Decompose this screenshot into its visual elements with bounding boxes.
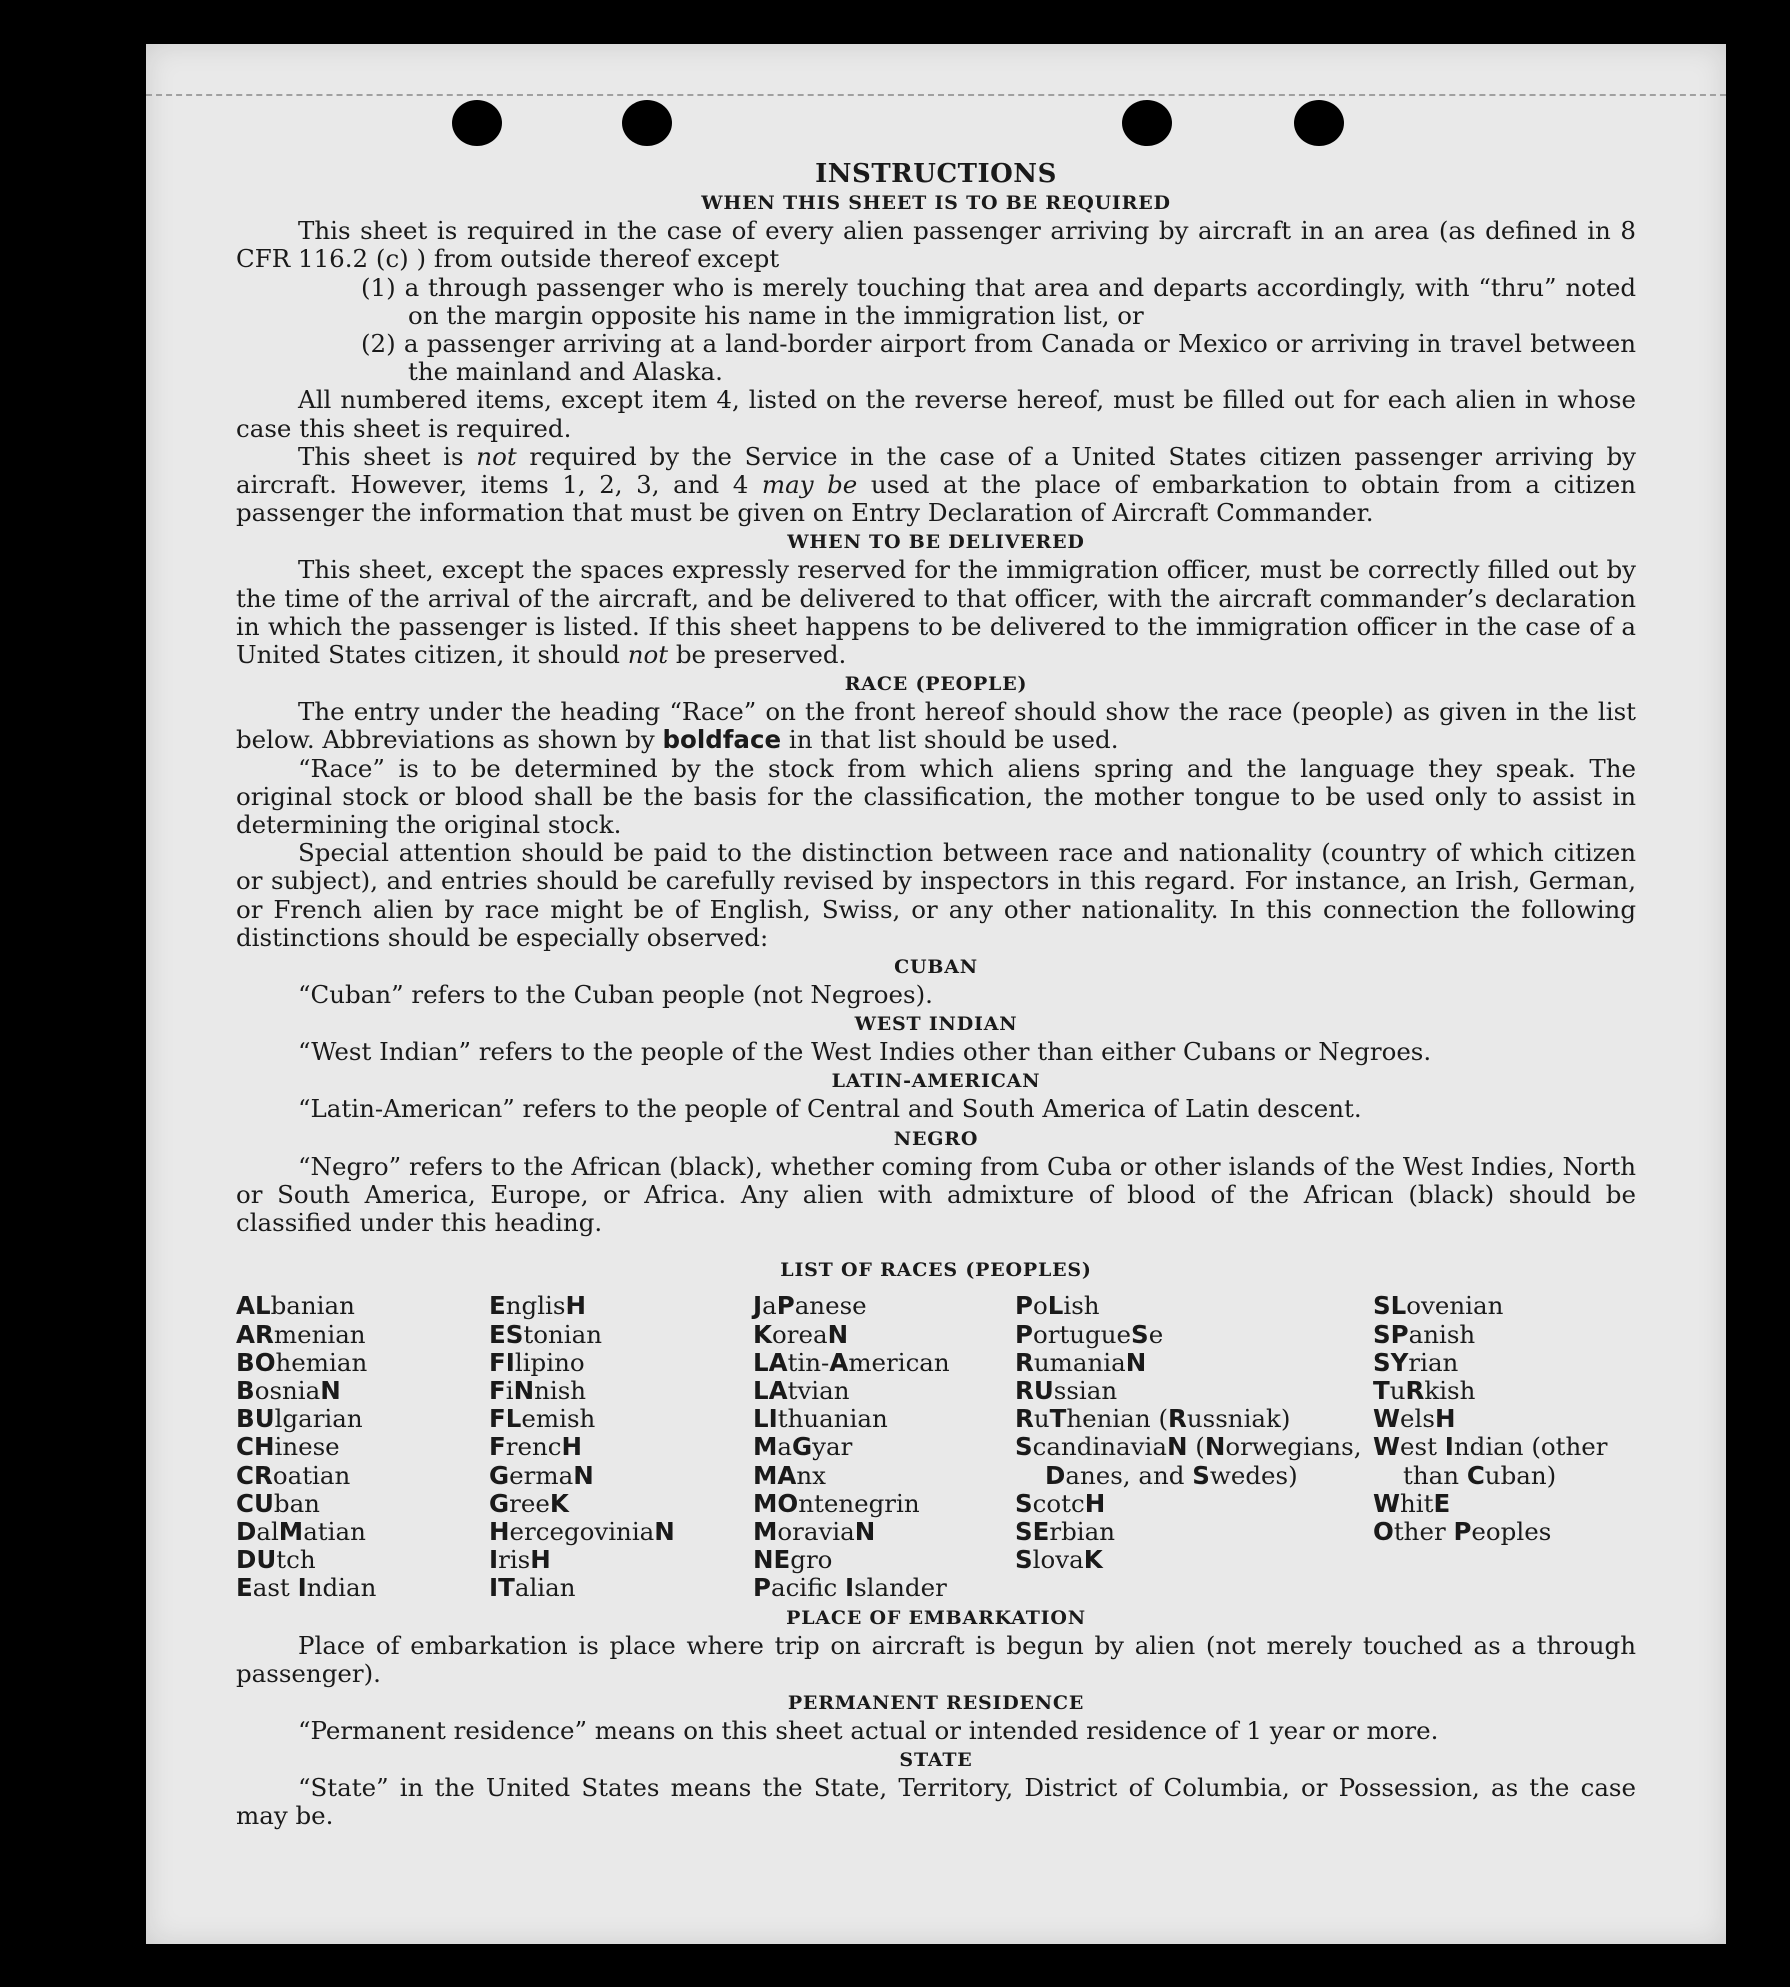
paragraph: The entry under the heading “Race” on the front hereof should show the race (people) as given in the list below. Abbreviations as shown by boldface in that list should be used.	[236, 697, 1636, 755]
race-entry: JaPanese	[753, 1291, 867, 1321]
race-entry: GermaN	[489, 1460, 594, 1490]
race-entry: FiNnish	[489, 1375, 587, 1405]
race-entry: MaGyar	[753, 1432, 853, 1462]
perforation-line	[146, 94, 1726, 96]
race-entry: LAtvian	[753, 1375, 850, 1405]
instructions-body	[236, 160, 1636, 1831]
race-entry: MAnx	[753, 1460, 826, 1490]
race-entry: DUtch	[236, 1545, 316, 1575]
paragraph: “West Indian” refers to the people of the West Indies other than either Cubans or Negroes.	[298, 1037, 1432, 1067]
list-item: (1) a through passenger who is merely touching that area and departs accordingly, with “thru” noted on the margin opposite his name in the immigration list, or	[361, 272, 1636, 330]
section-title-latin-american: LATIN-AMERICAN	[831, 1070, 1041, 1093]
race-entry: RumaniaN	[1015, 1347, 1147, 1377]
race-entry: GreeK	[489, 1488, 569, 1518]
race-entry: ALbanian	[236, 1291, 355, 1321]
race-entry: LIthuanian	[753, 1404, 888, 1434]
race-entry: FrencH	[489, 1432, 582, 1462]
race-entry: ScandinaviaN (Norwegians, Danes, and Swedes)	[1015, 1432, 1362, 1490]
race-entry: TuRkish	[1373, 1375, 1476, 1405]
race-entry: EStonian	[489, 1319, 603, 1349]
race-entry: BOhemian	[236, 1347, 368, 1377]
race-entry: WelsH	[1373, 1404, 1456, 1434]
section-title-embarkation: PLACE OF EMBARKATION	[786, 1606, 1086, 1629]
race-entry: MOntenegrin	[753, 1488, 920, 1518]
race-entry: KoreaN	[753, 1319, 849, 1349]
paragraph: “Permanent residence” means on this sheet actual or intended residence of 1 year or more.	[298, 1715, 1439, 1745]
race-entry: RuThenian (Russniak)	[1015, 1404, 1291, 1434]
paragraph: “Latin-American” refers to the people of Central and South America of Latin descent.	[298, 1094, 1362, 1124]
race-entry: MoraviaN	[753, 1516, 876, 1546]
race-entry: Other Peoples	[1373, 1516, 1552, 1546]
paragraph: “Negro” refers to the African (black), whether coming from Cuba or other islands of the West Indies, North or South America, Europe, or Africa. Any alien with admixture of blood of the African (black) should be classified under this heading.	[236, 1151, 1636, 1238]
race-entry: HercegoviniaN	[489, 1516, 675, 1546]
document-page	[146, 44, 1726, 1944]
section-title-state: STATE	[899, 1749, 973, 1772]
paragraph: Place of embarkation is place where trip on aircraft is begun by alien (not merely touched as a through passenger).	[236, 1630, 1636, 1688]
paragraph: “Race” is to be determined by the stock from which aliens spring and the language they speak. The original stock or blood shall be the basis for the classification, the mother tongue to be used only to assist in determining the original stock.	[236, 753, 1636, 840]
section-title-west-indian: WEST INDIAN	[854, 1013, 1018, 1036]
race-entry: West Indian (other than Cuban)	[1373, 1432, 1608, 1490]
section-title-list-of-races: LIST OF RACES (PEOPLES)	[780, 1259, 1092, 1282]
race-entry: RUssian	[1015, 1375, 1118, 1405]
race-entry: East Indian	[236, 1573, 377, 1603]
race-entry: NEgro	[753, 1545, 833, 1575]
race-entry: BosniaN	[236, 1375, 341, 1405]
race-entry: FLemish	[489, 1404, 596, 1434]
section-title-residence: PERMANENT RESIDENCE	[787, 1691, 1085, 1714]
race-column	[1015, 1292, 1373, 1602]
section-title-when-delivered: WHEN TO BE DELIVERED	[787, 531, 1085, 554]
section-title-negro: NEGRO	[893, 1127, 979, 1150]
punch-hole	[1122, 100, 1172, 146]
race-entry: ScotcH	[1015, 1488, 1106, 1518]
race-entry: IrisH	[489, 1545, 551, 1575]
race-entry: PortugueSe	[1015, 1319, 1164, 1349]
section-title-cuban: CUBAN	[894, 956, 978, 979]
race-column	[1373, 1292, 1636, 1602]
section-title-when-required: WHEN THIS SHEET IS TO BE REQUIRED	[701, 192, 1171, 215]
race-entry: FIlipino	[489, 1347, 585, 1377]
paragraph: “Cuban” refers to the Cuban people (not Negroes).	[298, 980, 933, 1010]
race-entry: ITalian	[489, 1573, 576, 1603]
race-entry: EnglisH	[489, 1291, 586, 1321]
race-list	[236, 1292, 1636, 1602]
race-entry: CUban	[236, 1488, 320, 1518]
race-entry: WhitE	[1373, 1488, 1451, 1518]
paragraph: This sheet is not required by the Service in the case of a United States citizen passenger arriving by aircraft. However, items 1, 2, 3, and 4 may be used at the place of embarkation to obtain from a citizen passenger the information that must be given on Entry Declaration of Aircraft Commander.	[236, 441, 1636, 528]
race-entry: SErbian	[1015, 1516, 1116, 1546]
race-entry: SYrian	[1373, 1347, 1459, 1377]
race-entry: ARmenian	[236, 1319, 366, 1349]
paragraph: This sheet, except the spaces expressly reserved for the immigration officer, must be correctly filled out by the time of the arrival of the aircraft, and be delivered to that officer, with the aircraft commander’s declaration in which the passenger is listed. If this sheet happens to be delivered to the immigration officer in the case of a United States citizen, it should not be preserved.	[236, 555, 1636, 670]
race-entry: PoLish	[1015, 1291, 1100, 1321]
race-entry: SLovenian	[1373, 1291, 1504, 1321]
race-entry: CRoatian	[236, 1460, 351, 1490]
section-title-race: RACE (PEOPLE)	[844, 673, 1028, 696]
race-entry: CHinese	[236, 1432, 340, 1462]
race-entry: SlovaK	[1015, 1545, 1103, 1575]
race-entry: BUlgarian	[236, 1404, 363, 1434]
race-entry: Pacific Islander	[753, 1573, 947, 1603]
page-title: INSTRUCTIONS	[815, 159, 1057, 189]
race-entry: DalMatian	[236, 1516, 366, 1546]
paragraph: Special attention should be paid to the distinction between race and nationality (country of which citizen or subject), and entries should be carefully revised by inspectors in this regard. For instance, an Irish, German, or French alien by race might be of English, Swiss, or any other nationality. In this connection the following distinctions should be especially observed:	[236, 838, 1636, 952]
race-entry: SPanish	[1373, 1319, 1476, 1349]
punch-hole	[452, 100, 502, 146]
race-column	[489, 1292, 753, 1602]
list-item: (2) a passenger arriving at a land-border airport from Canada or Mexico or arriving in travel between the mainland and Alaska.	[361, 329, 1636, 387]
punch-hole	[1294, 100, 1344, 146]
punch-hole	[622, 100, 672, 146]
paragraph: This sheet is required in the case of every alien passenger arriving by aircraft in an area (as defined in 8 CFR 116.2 (c) ) from outside thereof except	[236, 216, 1636, 274]
paragraph: All numbered items, except item 4, listed on the reverse hereof, must be filled out for each alien in whose case this sheet is required.	[236, 385, 1636, 443]
race-column	[236, 1292, 489, 1602]
race-entry: LAtin-American	[753, 1347, 950, 1377]
paragraph: “State” in the United States means the State, Territory, District of Columbia, or Possession, as the case may be.	[236, 1773, 1636, 1831]
race-column	[753, 1292, 1015, 1602]
